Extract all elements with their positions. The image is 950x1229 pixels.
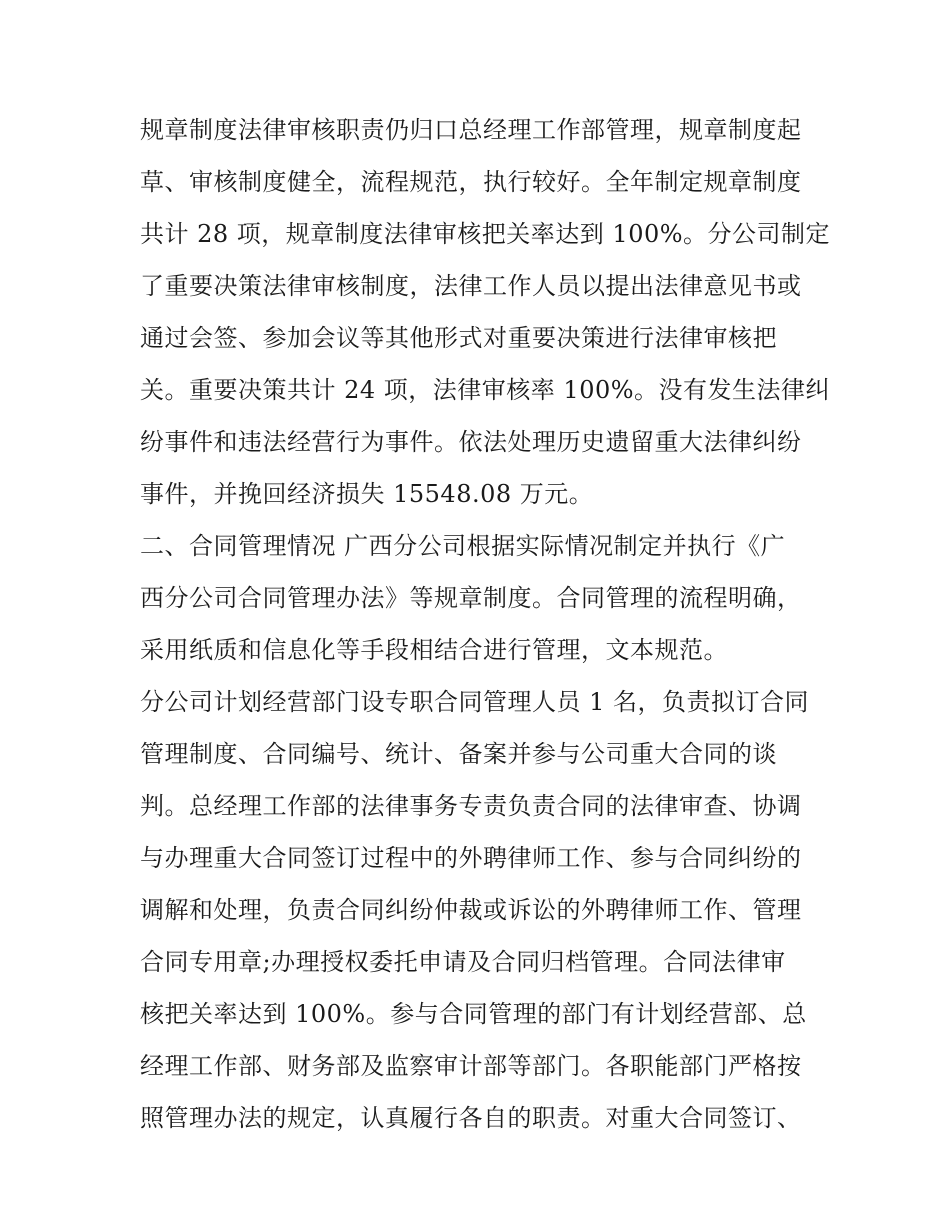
- text-line: 事件，并挽回经济损失 15548.08 万元。: [140, 480, 594, 508]
- text-line: 照管理办法的规定，认真履行各自的职责。对重大合同签订、: [140, 1104, 802, 1132]
- text-line: 通过会签、参加会议等其他形式对重要决策进行法律审核把: [140, 324, 777, 352]
- section-heading-line: 二、合同管理情况 广西分公司根据实际情况制定并执行《广: [140, 532, 786, 560]
- text-line: 经理工作部、财务部及监察审计部等部门。各职能部门严格按: [140, 1052, 802, 1080]
- text-line: 西分公司合同管理办法》等规章制度。合同管理的流程明确，: [140, 584, 802, 612]
- text-line: 关。重要决策共计 24 项，法律审核率 100%。没有发生法律纠: [140, 376, 831, 404]
- text-line: 草、审核制度健全，流程规范，执行较好。全年制定规章制度: [140, 168, 802, 196]
- text-line: 管理制度、合同编号、统计、备案并参与公司重大合同的谈: [140, 740, 777, 768]
- text-line: 了重要决策法律审核制度，法律工作人员以提出法律意见书或: [140, 272, 802, 300]
- text-line: 纷事件和违法经营行为事件。依法处理历史遗留重大法律纠纷: [140, 428, 802, 456]
- text-line: 分公司计划经营部门设专职合同管理人员 1 名，负责拟订合同: [140, 688, 810, 716]
- text-line: 核把关率达到 100%。参与合同管理的部门有计划经营部、总: [140, 1000, 807, 1028]
- text-line: 规章制度法律审核职责仍归口总经理工作部管理，规章制度起: [140, 116, 802, 144]
- text-line: 采用纸质和信息化等手段相结合进行管理，文本规范。: [140, 636, 728, 664]
- text-line: 合同专用章;办理授权委托申请及合同归档管理。合同法律审: [140, 948, 786, 976]
- text-line: 调解和处理，负责合同纠纷仲裁或诉讼的外聘律师工作、管理: [140, 896, 802, 924]
- text-line: 判。总经理工作部的法律事务专责负责合同的法律审查、协调: [140, 792, 802, 820]
- text-line: 共计 28 项，规章制度法律审核把关率达到 100%。分公司制定: [140, 220, 831, 248]
- text-line: 与办理重大合同签订过程中的外聘律师工作、参与合同纠纷的: [140, 844, 802, 872]
